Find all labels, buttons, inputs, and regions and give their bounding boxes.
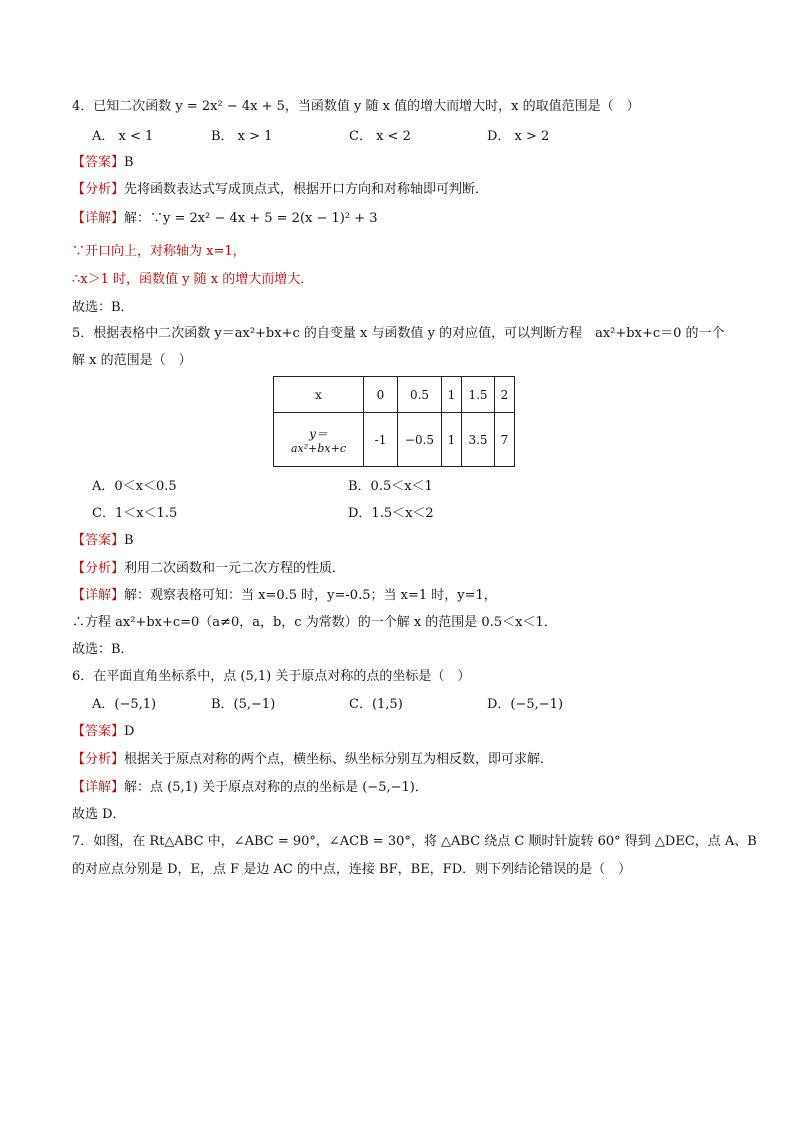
q6-answer-value: D xyxy=(124,724,135,739)
q5-option-b: B．0.5＜x＜1 xyxy=(348,479,433,494)
q5-analysis-text: 利用二次函数和一元二次方程的性质． xyxy=(124,561,346,576)
analysis-label: 【分析】 xyxy=(72,752,125,767)
q5-analysis xyxy=(72,560,345,578)
q4-answer-value: B xyxy=(124,155,134,170)
q4-detail-3: ∴x＞1 时，函数值 y 随 x 的增大而增大． xyxy=(72,272,314,287)
table-cell: 0 xyxy=(364,377,398,413)
q6-analysis-text: 根据关于原点对称的两个点，横坐标、纵坐标分别互为相反数，即可求解． xyxy=(124,752,554,767)
detail-label: 【详解】 xyxy=(72,780,125,795)
q4-analysis xyxy=(72,181,488,199)
detail-label: 【详解】 xyxy=(72,211,125,226)
table-header-x: x xyxy=(274,377,364,413)
q5-stem-1: 5．根据表格中二次函数 y＝ax²+bx+c 的自变量 x 与函数值 y 的对应值，可以判断方程 ax²+bx+c＝0 的一个 xyxy=(72,326,725,341)
q5-option-d: D．1.5＜x＜2 xyxy=(348,506,434,521)
q4-option-a: A． x < 1 xyxy=(92,129,154,144)
q4-answer xyxy=(72,154,134,172)
analysis-label: 【分析】 xyxy=(72,561,125,576)
q4-stem: 4．已知二次函数 y = 2x² − 4x + 5，当函数值 y 随 x 值的增大而增大时，x 的取值范围是（ ） xyxy=(72,99,640,114)
q6-stem: 6．在平面直角坐标系中，点 (5,1) 关于原点对称的点的坐标是（ ） xyxy=(72,669,471,684)
q5-detail-text-1: 解：观察表格可知：当 x=0.5 时，y=-0.5；当 x=1 时，y=1， xyxy=(124,588,497,603)
table-cell: 1 xyxy=(442,413,462,467)
table-cell: -1 xyxy=(364,413,398,467)
q5-option-a: A．0＜x＜0.5 xyxy=(92,479,177,494)
q4-option-c: C． x < 2 xyxy=(349,129,411,144)
q6-detail-text-1: 解：点 (5,1) 关于原点对称的点的坐标是 (−5,−1)． xyxy=(124,780,428,795)
q4-option-d: D． x > 2 xyxy=(487,129,550,144)
analysis-label: 【分析】 xyxy=(72,182,125,197)
q6-option-a: A．(−5,1) xyxy=(92,697,157,712)
q7-stem-2: 的对应点分别是 D，E，点 F 是边 AC 的中点，连接 BF，BE，FD．则下列结论错误的是（ ） xyxy=(72,862,632,877)
q6-option-c: C．(1,5) xyxy=(349,697,403,712)
answer-label: 【答案】 xyxy=(72,533,125,548)
detail-label: 【详解】 xyxy=(72,588,125,603)
q4-detail-2: ∵开口向上，对称轴为 x=1， xyxy=(72,244,246,259)
table-cell: −0.5 xyxy=(398,413,442,467)
value-table xyxy=(273,376,515,467)
q6-option-d: D．(−5,−1) xyxy=(487,697,564,712)
table-header-y-bottom: ax²+bx+c xyxy=(290,441,346,455)
q4-choose: 故选：B． xyxy=(72,300,134,315)
q5-stem-2: 解 x 的范围是（ ） xyxy=(72,353,192,368)
table-cell: 1 xyxy=(442,377,462,413)
table-header-y-top: y＝ xyxy=(309,426,328,441)
q7-stem-1: 7．如图，在 Rt△ABC 中，∠ABC = 90°，∠ACB = 30°，将 △ABC 绕点 C 顺时针旋转 60° 得到 △DEC，点 A、B xyxy=(72,834,757,849)
q4-detail-text-1: 解：∵y = 2x² − 4x + 5 = 2(x − 1)² + 3 xyxy=(124,211,378,226)
q5-answer xyxy=(72,532,134,550)
table-cell: 1.5 xyxy=(462,377,495,413)
q6-option-b: B．(5,−1) xyxy=(211,697,276,712)
q6-analysis xyxy=(72,751,553,769)
q5-detail-2: ∴方程 ax²+bx+c=0（a≠0，a，b，c 为常数）的一个解 x 的范围是 0.5＜x＜1． xyxy=(72,615,557,630)
table-cell: 3.5 xyxy=(462,413,495,467)
q4-option-b: B． x > 1 xyxy=(211,129,273,144)
q5-answer-value: B xyxy=(124,533,134,548)
q6-answer xyxy=(72,723,134,741)
table-cell: 0.5 xyxy=(398,377,442,413)
answer-label: 【答案】 xyxy=(72,724,125,739)
table-header-y xyxy=(274,413,364,467)
q5-option-c: C．1＜x＜1.5 xyxy=(92,506,178,521)
q5-choose: 故选：B． xyxy=(72,642,134,657)
q4-detail-1 xyxy=(72,210,378,228)
answer-label: 【答案】 xyxy=(72,155,125,170)
q5-detail-1 xyxy=(72,587,497,605)
q6-choose: 故选 D． xyxy=(72,807,126,822)
table-cell: 2 xyxy=(495,377,515,413)
q4-analysis-text: 先将函数表达式写成顶点式，根据开口方向和对称轴即可判断． xyxy=(124,182,489,197)
q6-detail-1 xyxy=(72,779,428,797)
table-cell: 7 xyxy=(495,413,515,467)
